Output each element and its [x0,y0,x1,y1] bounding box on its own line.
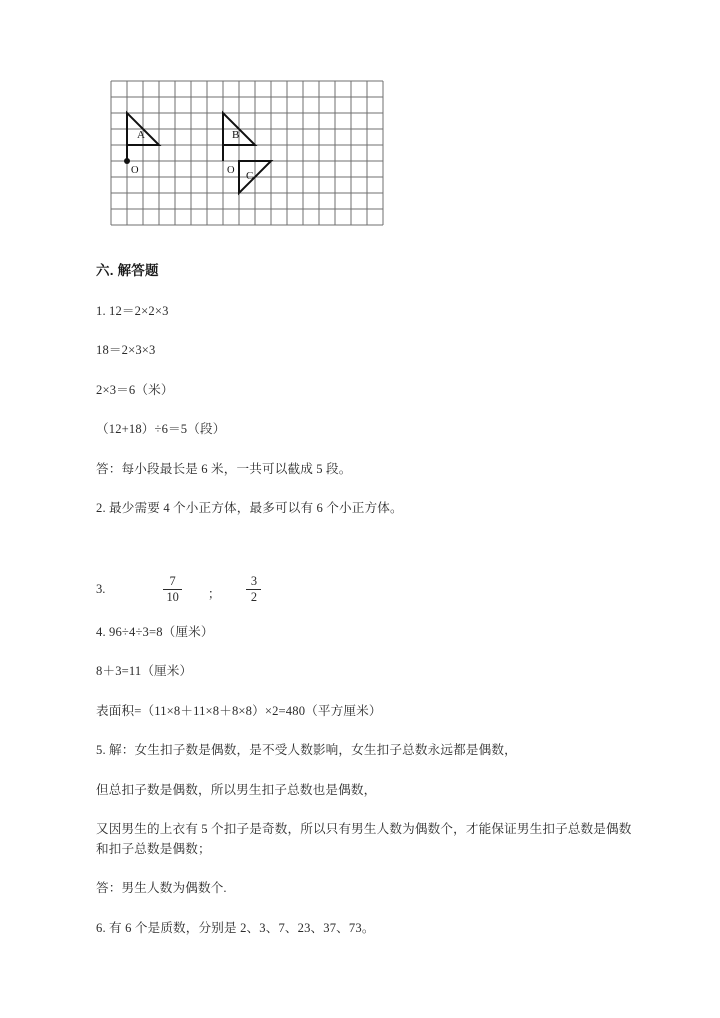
fraction-seven-tenths [163,575,181,604]
answer-q1-line1: 1. 12＝2×2×3 [96,303,169,318]
answer-q1-line4: （12+18）÷6＝5（段） [96,422,226,437]
fraction-numerator: 3 [250,574,258,589]
origin-label-b: O [227,165,235,176]
triangle-c-label: C [246,170,254,182]
answer-q4-line3: 表面积=（11×8＋11×8＋8×8）×2=480（平方厘米） [96,703,382,718]
answer-q4-line1: 4. 96÷4÷3=8（厘米） [96,624,214,639]
answers-content [96,262,644,958]
geometry-figure [110,80,384,230]
origin-label-a: O [131,165,139,176]
fraction-three-halves [246,575,261,604]
answer-q3-separator: ； [207,587,221,602]
answer-q5-line4: 答：男生人数为偶数个. [96,881,227,896]
answer-q2-line1: 2. 最少需要 4 个小正方体，最多可以有 6 个小正方体。 [96,501,403,516]
answer-q3-row [96,571,644,609]
answer-q5-line3: 又因男生的上衣有 5 个扣子是奇数，所以只有男生人数为偶数个，才能保证男生扣子总数是偶数和扣子总数是偶数； [96,822,632,856]
answer-q1-line3: 2×3＝6（米） [96,382,174,397]
answer-q1-line2: 18＝2×3×3 [96,343,156,358]
grid-svg [110,80,384,230]
section-heading: 六. 解答题 [96,263,159,278]
answer-q4-line2: 8＋3=11（厘米） [96,664,193,679]
fraction-denominator: 10 [166,590,179,605]
triangle-b-label: B [232,129,240,141]
answer-q5-line1: 5. 解：女生扣子数是偶数，是不受人数影响，女生扣子总数永远都是偶数， [96,743,517,758]
fraction-denominator: 2 [250,590,258,605]
fraction-numerator: 7 [169,574,176,589]
answer-q5-line2: 但总扣子数是偶数，所以男生扣子总数也是偶数， [96,782,377,797]
answer-q3-index: 3. [96,582,106,597]
answer-q6-line1: 6. 有 6 个是质数，分别是 2、3、7、23、37、73。 [96,920,375,935]
answer-q1-line5: 答：每小段最长是 6 米，一共可以截成 5 段。 [96,461,352,476]
grid-lines [111,81,383,225]
triangle-a-label: A [137,129,145,141]
